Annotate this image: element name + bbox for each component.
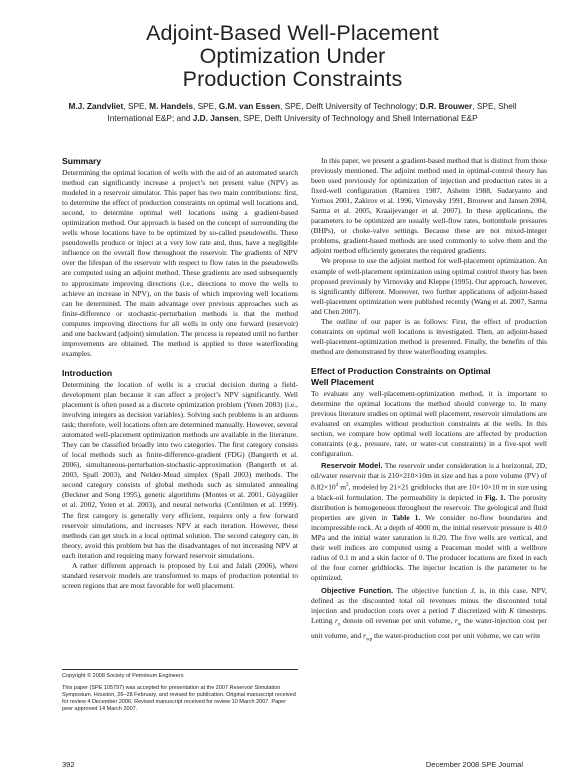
author-4-affiliation: , SPE, Shell International E&P; and <box>107 101 517 123</box>
right-column <box>311 156 547 646</box>
author-5: J.D. Jansen <box>192 113 239 123</box>
right-paragraph-3: The outline of our paper is as follows: First, the effect of production constraints on optimal well locations is investigated. Then, an adjoint-based well-placement-optimization method is presented. Finally, the benefits of this method are demonstrated by three waterflooding examples. <box>311 316 547 356</box>
rm-text-a: The reservoir under consideration is a horizontal, 2D, oil/water reservoir that is 210×210×10m in size and has a pore volume (PV) of 8.82×10 <box>311 461 547 492</box>
reservoir-model-runhead: Reservoir Model. <box>321 461 383 471</box>
title-line-2: Optimization Under <box>199 44 386 68</box>
of-text-f: the water-injection cost per unit volume, and <box>311 616 548 640</box>
author-1-affiliation: , SPE, <box>123 101 150 111</box>
effect-heading-line-1: Effect of Production Constraints on Optimal <box>311 365 491 376</box>
objective-function-runhead: Objective Function. <box>321 586 394 596</box>
of-text-d: timesteps. Letting <box>311 606 547 626</box>
author-list <box>48 100 537 124</box>
objective-function-paragraph <box>311 586 547 645</box>
submission-note: This paper (SPE 105797) was accepted for presentation at the 2007 Reservoir Simulation Symposium, Houston, 26–28 February, and revised for publication. Original manuscript received for review 4 December 2006. Revised manuscript received for review 10 March 2007. Paper peer approved 14 March 2007. <box>62 685 296 712</box>
rm-exponent-1: 4 <box>335 483 339 489</box>
footnote-block <box>62 669 298 718</box>
author-3-affiliation: , SPE, Delft University of Technology; <box>280 101 420 111</box>
table-1-reference[interactable]: Table 1. <box>392 512 421 522</box>
right-paragraph-1: In this paper, we present a gradient-based method that is distinct from those previously mentioned. The adjoint method used in optimal-control theory has been used previously for optimization of injection and production rates in a fixed-well configuration (Ramirez 1987, Asheim 1988, Sudaryanto and Yortsos 2001, Zakirov et al. 1996, Virnovsky 1991, Brouwer and Jansen 2004, Sarma et al. 2005, Kraaijevanger et al. 2007). In these applications, the parameters to be optimized are usually well-flow rates, bottomhole pressures (BHPs), or choke-valve settings. Because these are not mixed-integer problems, gradient-based methods are used commonly to solve them and the adjoint method efficiently generates the required gradients. <box>311 156 547 256</box>
rm-text-c: , modeled by 21×21 gridblocks that are 10×10×10 m in size using a black-oil formulation. The permeability is depicted in <box>311 482 547 502</box>
rm-text-b: m <box>338 482 347 492</box>
rm-text-d: The porosity distribution is homogeneous throughout the reservoir. The geological and fluid properties are given in <box>311 492 547 522</box>
of-symbol-rwp-sub: wp <box>365 637 373 643</box>
author-1: M.J. Zandvliet <box>68 101 124 111</box>
introduction-paragraph-1: Determining the location of wells is a crucial decision during a field-development plan because it can affect a project’s NPV significantly. Well placement is often posed as a discrete optimization problem (Yeten 2003) (i.e., involving integers as decision variables). Solving such problems is an arduous task; therefore, well locations often are determined manually. However, several automated well-placement optimization methods are available in the literature. They can be classified broadly into two categories. The first category consists of local methods such as finite-difference-gradient (FDG) (Bangerth et al. 2006), simultaneous-perturbation-stochastic-approximation (Bangerth et al. 2003, Spall 2003), and Nelder-Mead simplex (Spall 2003) methods. The second category consists of global methods such as simulated annealing (Beckner and Song 1995), genetic algorithms (Montes et al. 2001, Güyagüler et al. 2002, Yeten et al. 2003), and neural networks (Centilmen et al. 1999). The first category is generally very efficient, requires only a few forward reservoir simulations, and increases NPV at each iteration. However, these methods can get stuck in a local optimal solution. The second category can, in theory, avoid this problem but has the disadvantages of not increasing NPV at each iteration and requiring many forward reservoir simulations. <box>62 379 298 560</box>
of-symbol-ro: r <box>335 616 338 626</box>
summary-heading: Summary <box>62 156 102 166</box>
author-4: D.R. Brouwer <box>419 101 473 111</box>
page-number: 392 <box>62 760 75 769</box>
journal-issue: December 2008 SPE Journal <box>425 760 523 769</box>
effect-section-heading <box>311 366 547 388</box>
left-column <box>62 156 298 591</box>
rm-exponent-2: 3 <box>346 483 349 489</box>
footnote-rule <box>62 669 298 670</box>
introduction-heading: Introduction <box>62 367 113 378</box>
of-symbol-rwp: r <box>363 630 366 640</box>
figure-1-reference[interactable]: Fig. 1. <box>485 492 506 502</box>
of-text-e: denote oil revenue per unit volume, <box>340 616 455 626</box>
of-symbol-K: K <box>509 606 515 616</box>
of-symbol-rw: r <box>454 616 458 626</box>
author-3: G.M. van Essen <box>218 101 281 111</box>
author-2: M. Handels <box>149 101 193 111</box>
of-symbol-T: T <box>450 606 455 616</box>
of-text-a: The objective function <box>393 586 471 596</box>
author-2-affiliation: , SPE, <box>192 101 219 111</box>
title-line-1: Adjoint-Based Well-Placement <box>146 21 439 45</box>
title-line-3: Production Constraints <box>182 67 403 91</box>
right-paragraph-2: We propose to use the adjoint method for well-placement optimization. An example of well-placement optimization using optimal control theory has been proposed previously by Virnovsky and Kleppe (1995). Our approach, however, is significantly different. Moreover, two further applications of adjoint-based well-placement optimization were published recently (Wang et al. 2007, Sarma and Chen 2007). <box>311 256 547 316</box>
author-5-affiliation: , SPE, Delft University of Technology and Shell International E&P <box>238 113 478 123</box>
summary-paragraph: Determining the optimal location of wells with the aid of an automated search method can significantly increase a project’s net present value (NPV) as modeled in a reservoir simulator. This paper has two main contributions: first, to determine the effect of production constraints on optimal well locations and, second, to determine optimal well locations using a gradient-based optimization method. Our approach is based on the concept of surrounding the wells whose locations have to be optimized by so-called pseudowells. These pseudowells produce or inject at a very low rate and, thus, have a negligible influence on the overall flow throughout the reservoir. The gradients of NPV over the lifespan of the reservoir with respect to flow rates in the pseudowells are computed using an adjoint method. These gradients are used subsequently to approximate improving directions (i.e., directions to move the wells to achieve an increase in NPV), on the basis of which improving well locations can be determined. The main advantage over previous approaches such as finite-difference or stochastic-perturbation methods is that the method computes improving directions for all wells in only one forward (reservoir) and one backward (adjoint) simulation. The process is repeated until no further improvements are obtained. The method is applied to three waterflooding examples. <box>62 168 298 358</box>
right-paragraph-4: To evaluate any well-placement-optimization method, it is important to determine the optimal locations the method should converge to. In many previous literature studies on optimal well placement, reservoir simulations are evaluated on examples without production constraints at the wells. In this section, we compare how optimal well locations are affected by production constraints (e.g., pressure, rate, or water-cut constraints) in a five-spot well configuration. <box>311 388 547 459</box>
paper-title <box>0 22 585 91</box>
reservoir-model-paragraph <box>311 461 547 583</box>
rm-text-e: We consider no-flow boundaries and incompressible rock. At a depth of 4000 m, the initial reservoir pressure is 40.0 MPa and the initial water saturation is 0.20. The five wells are vertical, and their well indices are computed using a Peaceman model with a wellbore radius of 0.1 m and a skin factor of 0. The producer locations are fixed in each of the four corner gridblocks. The injector location is the parameter to be optimized. <box>311 512 547 583</box>
copyright-line: Copyright © 2008 Society of Petroleum Engineers <box>62 673 184 679</box>
effect-heading-line-2: Well Placement <box>311 376 374 387</box>
of-symbol-rw-sub: w <box>457 622 462 628</box>
of-text-g: the water-production cost per unit volume, we can write <box>372 630 541 640</box>
of-symbol-J: J <box>470 586 474 596</box>
of-text-c: discretized with <box>454 606 510 616</box>
of-text-b: , is, in this case, NPV, defined as the discounted total oil revenues minus the discounted total injection and production costs over a period <box>311 586 547 616</box>
introduction-paragraph-2: A rather different approach is proposed by Lui and Jalali (2006), where standard reservoir models are transformed to maps of production potential to screen regions that are most favorable for well placement. <box>62 560 298 590</box>
of-symbol-ro-sub: o <box>337 622 341 628</box>
